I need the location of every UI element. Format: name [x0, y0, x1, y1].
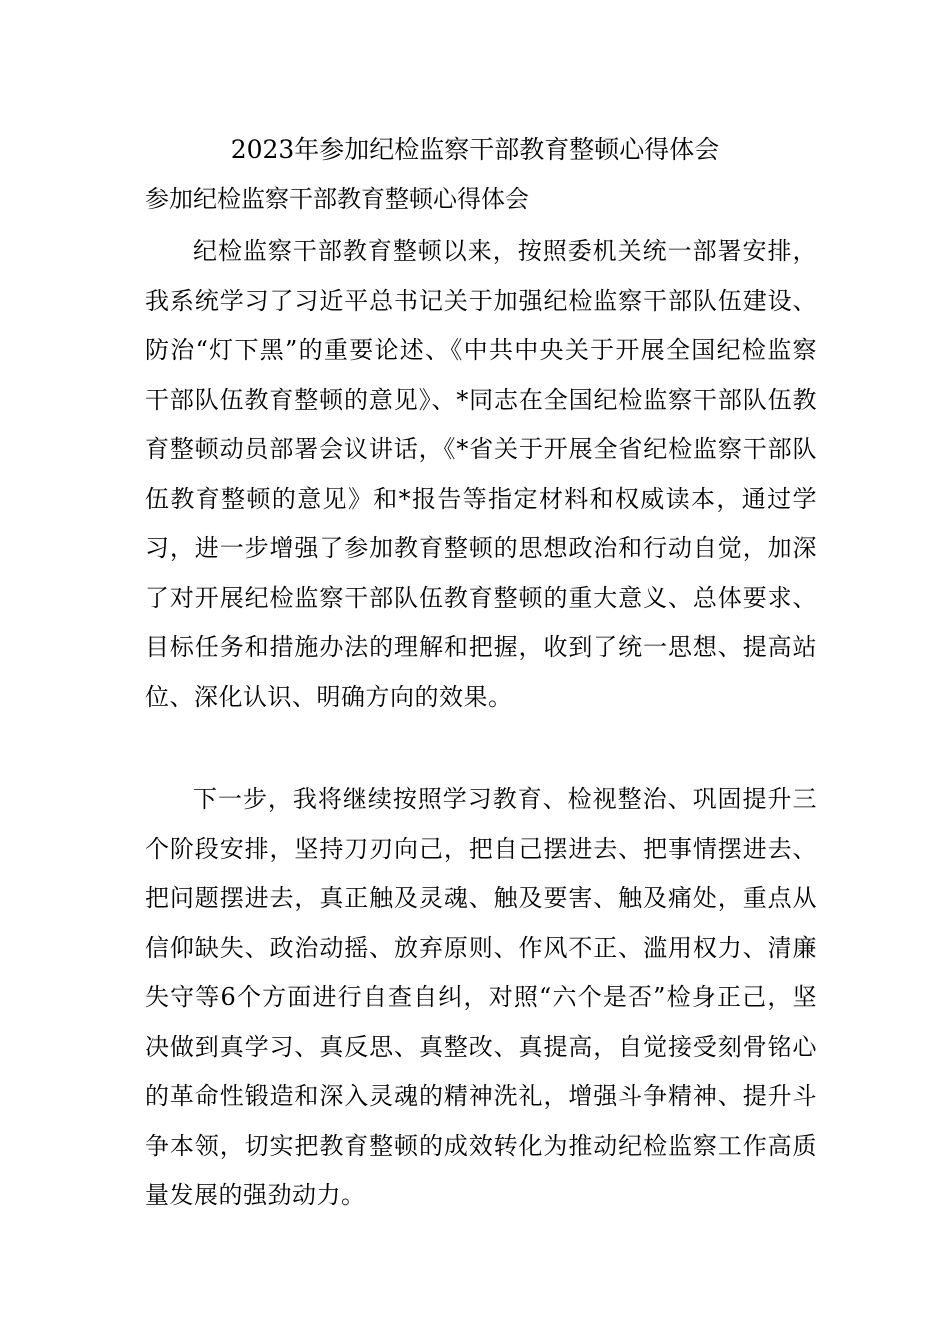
document-title: 2023年参加纪检监察干部教育整顿心得体会 — [230, 135, 720, 164]
document-subtitle: 参加纪检监察干部教育整顿心得体会 — [145, 185, 529, 213]
body-paragraph-1: 纪检监察干部教育整顿以来，按照委机关统一部署安排，我系统学习了习近平总书记关于加强纪检监察干部队伍建设、防治“灯下黑”的重要论述、《中共中央关于开展全国纪检监察干部队伍教育整顿的意见》、*同志在全国纪检监察干部队伍教育整顿动员部署会议讲话，《*省关于开展全省纪检监察干部队伍教育整顿的意见》和*报告等指定材料和权威读本，通过学习，进一步增强了参加教育整顿的思想政治和行动自觉，加深了对开展纪检监察干部队伍教育整顿的重大意义、总体要求、目标任务和措施办法的理解和把握，收到了统一思想、提高站位、深化认识、明确方向的效果。 — [145, 237, 817, 711]
body-paragraph-2: 下一步，我将继续按照学习教育、检视整治、巩固提升三个阶段安排，坚持刀刃向己，把自己摆进去、把事情摆进去、把问题摆进去，真正触及灵魂、触及要害、触及痛处，重点从信仰缺失、政治动摇、放弃原则、作风不正、滥用权力、清廉失守等6个方面进行自查自纠，对照“六个是否”检身正己，坚决做到真学习、真反思、真整改、真提高，自觉接受刻骨铭心的革命性锻造和深入灵魂的精神洗礼，增强斗争精神、提升斗争本领，切实把教育整顿的成效转化为推动纪检监察工作高质量发展的强劲动力。 — [145, 785, 817, 1209]
